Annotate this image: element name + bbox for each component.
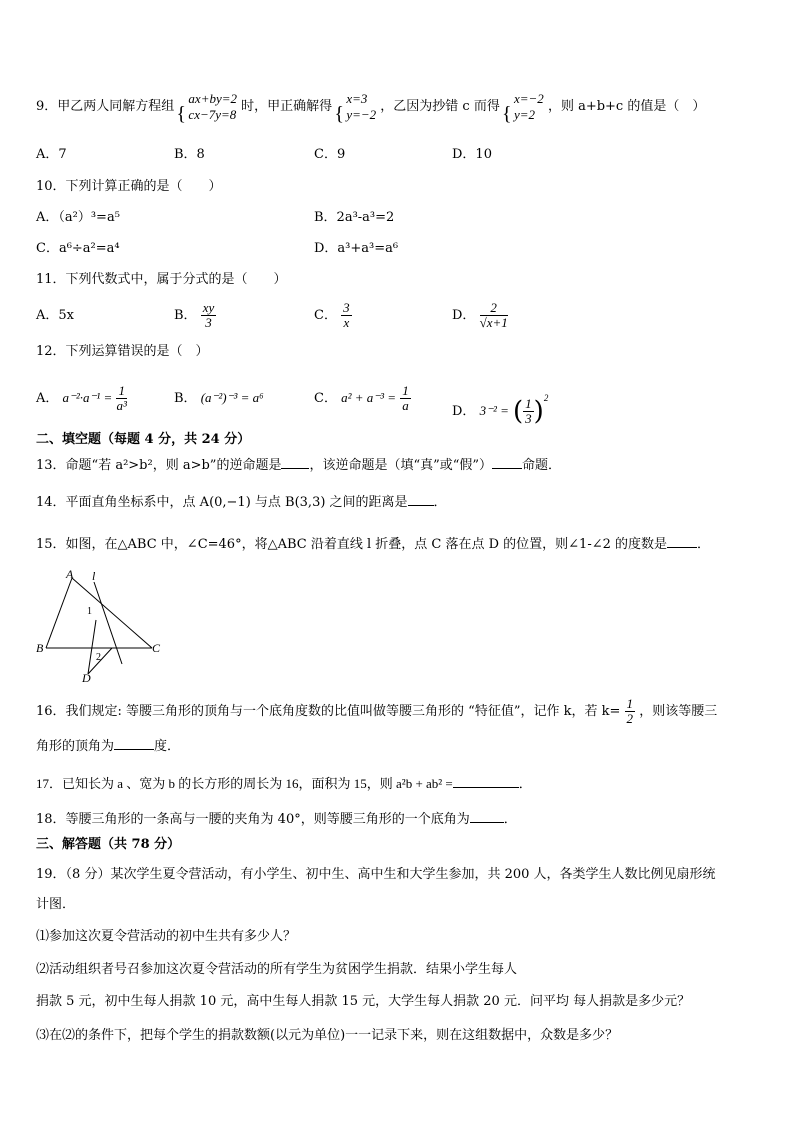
q15-part1: 15．如图，在△ABC 中，∠C=46°，将△ABC 沿着直线 l 折叠，点 C 落在点 D 的位置，则∠1-∠2 的度数是 <box>36 537 668 552</box>
q11-c-num: 3 <box>343 300 350 315</box>
q11-b-label: B． <box>174 308 197 323</box>
q9-mid1: 时，甲正确解得 <box>241 99 333 114</box>
q16-blank <box>114 749 154 750</box>
q17-text: 17．已知长为 a 、宽为 b 的长方形的周长为 16，面积为 15，则 a²b + ab² = <box>36 776 453 791</box>
q15-blank <box>667 547 697 548</box>
q13-blank-1 <box>281 468 309 469</box>
q10-stem: 10．下列计算正确的是（ ） <box>36 179 222 194</box>
q13-part1: 13．命题“若 a²>b²，则 a>b”的逆命题是 <box>36 458 282 473</box>
section-answer: 三、解答题（共 78 分） <box>36 837 181 852</box>
q12-c-label: C． <box>314 391 337 406</box>
q16-line2 <box>36 738 180 756</box>
q9-stem <box>36 90 705 124</box>
q12-b-label: B． <box>174 391 197 406</box>
q13 <box>36 457 561 475</box>
q16-line1 <box>36 694 717 730</box>
edge-ac <box>72 578 152 648</box>
q12-d-paren-left: ( <box>513 396 524 427</box>
q12-c-den: a <box>402 398 409 413</box>
q9-option-a: A．7 <box>36 147 67 162</box>
q9-eq1: { ax+by=2 <box>188 90 238 106</box>
q12-option-d <box>452 380 548 430</box>
q10-option-d: D．a³+a³=a⁶ <box>314 241 399 256</box>
label-c: C <box>152 641 161 655</box>
q9-option-d: D．10 <box>452 147 492 162</box>
q9-equation-system <box>178 91 237 123</box>
label-b: B <box>36 641 44 655</box>
q12-d-exponent: 2 <box>543 393 549 403</box>
q9-option-b: B．8 <box>174 147 205 162</box>
q12-a-fraction <box>116 384 127 413</box>
q14-part2: ． <box>433 495 447 510</box>
q11-b-num: xy <box>202 300 215 315</box>
q11-option-c <box>314 298 352 334</box>
q14-part1: 14．平面直角坐标系中，点 A(0,−1) 与点 B(3,3) 之间的距离是 <box>36 495 408 510</box>
q16-fraction <box>625 697 636 726</box>
q14 <box>36 494 447 512</box>
q13-blank-2 <box>492 468 522 469</box>
q12-option-b <box>174 380 264 417</box>
q18 <box>36 811 517 829</box>
q16-text-b: ，则该等腰三 <box>639 704 718 719</box>
q12-b-expr: (a⁻²)⁻³ = a⁶ <box>200 390 264 405</box>
q12-a-expr: a⁻²·a⁻¹ = <box>62 390 113 405</box>
q9-s2b: y=2 <box>513 106 536 122</box>
q12-stem: 12．下列运算错误的是（ ） <box>36 344 209 359</box>
q12-d-num: 1 <box>525 396 532 411</box>
edge-ab <box>46 578 72 648</box>
q11-c-fraction <box>341 301 352 330</box>
q16-line2-text-b: 度． <box>154 739 181 754</box>
q11-b-fraction <box>201 301 217 330</box>
q9-s1b: y=−2 <box>346 106 377 122</box>
q19-line4: ⑵活动组织者号召参加这次夏令营活动的所有学生为贫困学生捐款．结果小学生每人 <box>36 962 518 977</box>
q12-a-den: a³ <box>116 398 127 413</box>
q12-d-fraction <box>523 397 534 426</box>
q16-text-a: 16．我们规定: 等腰三角形的顶角与一个底角度数的比值叫做等腰三角形的 “特征值”，记作 k，若 k= <box>36 704 621 719</box>
q14-blank <box>408 505 434 506</box>
q12-d-paren-right: ) <box>533 396 544 427</box>
q15 <box>36 536 710 554</box>
q11-d-label: D． <box>452 308 476 323</box>
q11-option-b <box>174 298 216 334</box>
q12-c-fraction <box>400 384 411 413</box>
angle-2-label: 2 <box>96 652 101 663</box>
q19-line5: 捐款 5 元，初中生每人捐款 10 元，高中生每人捐款 15 元，大学生每人捐款 20 元．问平均 每人捐款是多少元？ <box>36 994 691 1009</box>
q16-line2-text-a: 角形的顶角为 <box>36 739 115 754</box>
q9-suffix: ，则 a+b+c 的值是（ ） <box>547 99 706 114</box>
label-d: D <box>82 671 91 683</box>
q9-solution-2 <box>504 91 544 123</box>
q10-option-b: B．2a³-a³=2 <box>314 210 395 225</box>
q17-end: ． <box>518 777 532 792</box>
q19-line1: 19．（8 分）某次学生夏令营活动，有小学生、初中生、高中生和大学生参加，共 200 人，各类学生人数比例见扇形统 <box>36 867 716 882</box>
q9-prefix: 9．甲乙两人同解方程组 <box>36 99 175 114</box>
q9-mid2: ，乙因为抄错 c 而得 <box>380 99 500 114</box>
q19-line6: ⑶在⑵的条件下，把每个学生的捐款数额(以元为单位)一一记录下来，则在这组数据中，众数是多少？ <box>36 1028 619 1043</box>
q11-option-d <box>452 298 508 334</box>
q11-option-a: A．5x <box>36 308 74 323</box>
q13-part3: 命题． <box>522 458 562 473</box>
q11-b-den: 3 <box>205 315 212 330</box>
q9-eq2: cx−7y=8 <box>188 106 237 122</box>
q15-part2: ． <box>697 537 711 552</box>
q11-d-num: 2 <box>480 301 508 316</box>
q12-option-c <box>314 380 411 417</box>
q19-line2: 计图． <box>36 897 76 912</box>
q12-d-den: 3 <box>525 411 532 426</box>
q10-option-a: A．（a²）³=a⁵ <box>36 210 120 225</box>
q18-end: ． <box>503 812 517 827</box>
q15-triangle-figure <box>36 568 166 683</box>
q17-blank <box>453 787 519 788</box>
label-a: A <box>66 568 74 581</box>
q12-c-num: 1 <box>402 383 409 398</box>
q12-d-expr: 3⁻² = <box>479 403 509 418</box>
q10-option-c: C．a⁶÷a²=a⁴ <box>36 241 120 256</box>
q12-a-label: A． <box>36 391 59 406</box>
q9-s1a: { x=3 <box>346 90 368 106</box>
q16-num: 1 <box>626 696 634 711</box>
q12-option-a <box>36 380 127 417</box>
section-fill-in: 二、填空题（每题 4 分，共 24 分） <box>36 432 251 447</box>
q17 <box>36 775 532 794</box>
q11-d-fraction <box>480 301 508 330</box>
q9-option-c: C．9 <box>314 147 346 162</box>
q12-a-num: 1 <box>118 383 125 398</box>
q11-c-den: x <box>343 315 350 330</box>
q11-c-label: C． <box>314 308 337 323</box>
q12-c-expr: a² + a⁻³ = <box>341 390 397 405</box>
q18-text: 18．等腰三角形的一条高与一腰的夹角为 40°，则等腰三角形的一个底角为 <box>36 812 470 827</box>
q19-line3: ⑴参加这次夏令营活动的初中生共有多少人？ <box>36 929 297 944</box>
q16-den: 2 <box>626 711 634 726</box>
q11-d-den: √x+1 <box>479 315 508 330</box>
q13-part2: ，该逆命题是（填“真”或“假”） <box>309 458 493 473</box>
label-l: l <box>92 569 96 583</box>
q18-blank <box>470 822 504 823</box>
q11-stem: 11．下列代数式中，属于分式的是（ ） <box>36 272 287 287</box>
q9-solution-1 <box>336 91 376 123</box>
q9-s2a: { x=−2 <box>513 90 544 106</box>
angle-1-label: 1 <box>87 606 92 617</box>
q12-d-label: D． <box>452 404 476 419</box>
